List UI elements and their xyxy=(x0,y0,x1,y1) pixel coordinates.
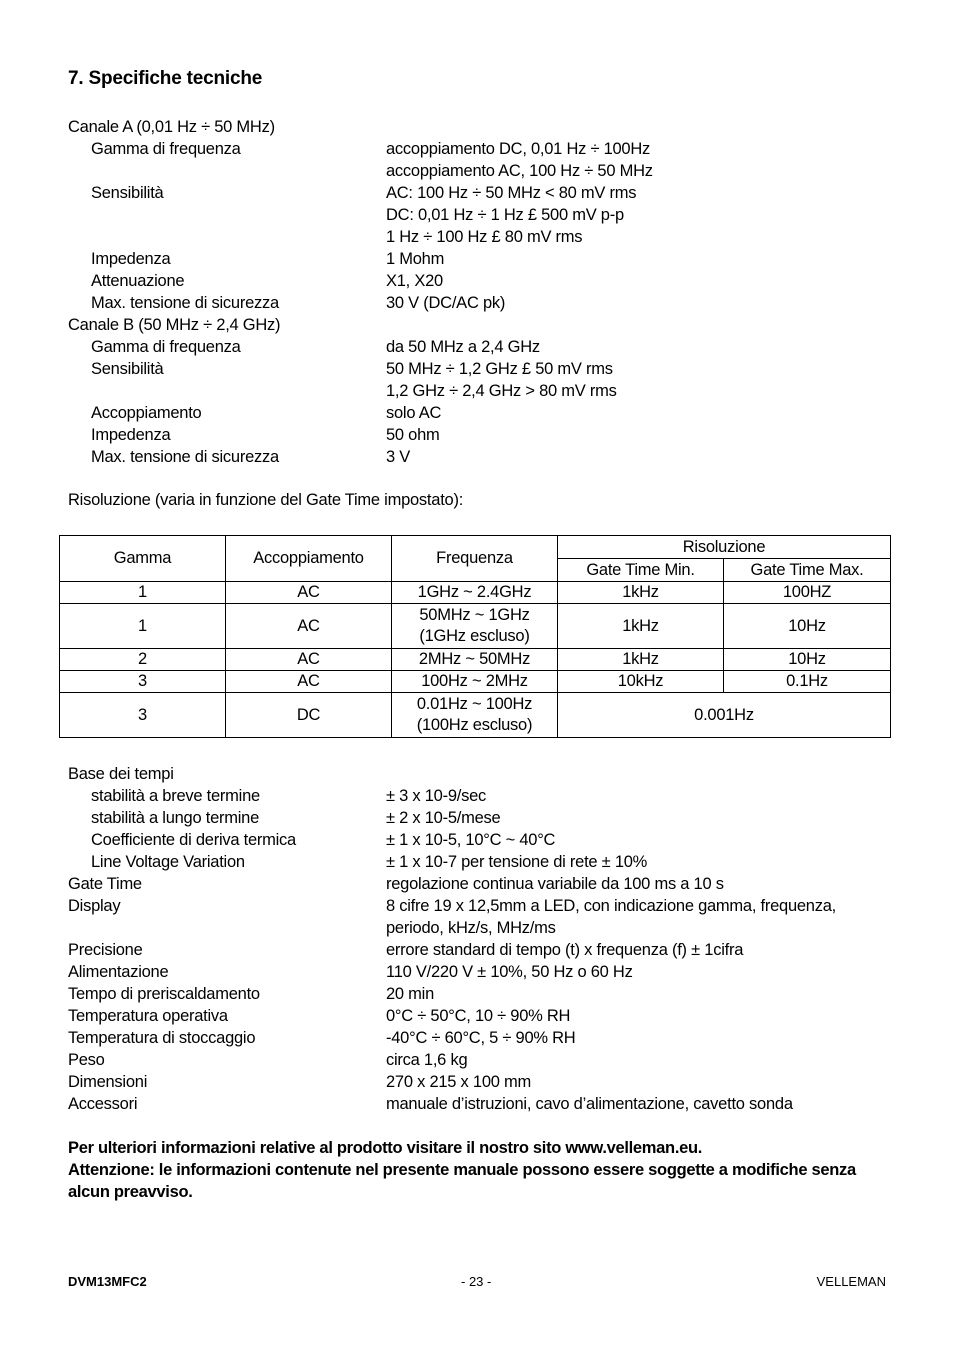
canale-a-title: Canale A (0,01 Hz ÷ 50 MHz) xyxy=(68,118,275,136)
spec-value: da 50 MHz a 2,4 GHz xyxy=(386,338,540,356)
header-gamma: Gamma xyxy=(60,536,226,582)
cell-gate-max: 100HZ xyxy=(724,582,891,604)
table-row xyxy=(60,582,891,604)
spec-label: Sensibilità xyxy=(91,184,164,202)
spec-label: Gate Time xyxy=(68,875,142,893)
spec-label: Attenuazione xyxy=(91,272,185,290)
cell-gate-min: 1kHz xyxy=(558,582,724,604)
spec-row xyxy=(68,1005,888,1027)
spec-row xyxy=(68,446,888,468)
canale-b-header xyxy=(68,314,888,336)
cell-gate-min: 1kHz xyxy=(558,604,724,649)
cell-accoppiamento: DC xyxy=(226,693,392,738)
spec-row xyxy=(68,873,888,895)
spec-row xyxy=(68,1071,888,1093)
canale-a-header xyxy=(68,116,888,138)
spec-value: solo AC xyxy=(386,404,442,422)
general-spec-list xyxy=(68,763,888,1115)
resolution-note: Risoluzione (varia in funzione del Gate Time impostato): xyxy=(68,491,464,509)
table-row xyxy=(60,649,891,671)
footer-page-number: - 23 - xyxy=(461,1274,492,1289)
spec-row xyxy=(68,424,888,446)
more-info-note: Per ulteriori informazioni relative al prodotto visitare il nostro sito www.velleman.eu. xyxy=(68,1139,703,1157)
spec-label: Max. tensione di sicurezza xyxy=(91,448,279,466)
cell-accoppiamento: AC xyxy=(226,671,392,693)
cell-frequenza: 1GHz ~ 2.4GHz xyxy=(392,582,558,604)
spec-value: X1, X20 xyxy=(386,272,443,290)
spec-value: accoppiamento DC, 0,01 Hz ÷ 100Hz xyxy=(386,140,651,158)
section-title: 7. Specifiche tecniche xyxy=(68,68,263,89)
spec-row xyxy=(68,226,888,248)
spec-value: 8 cifre 19 x 12,5mm a LED, con indicazione gamma, frequenza, xyxy=(386,897,836,915)
footer-model: DVM13MFC2 xyxy=(68,1274,147,1289)
spec-value: DC: 0,01 Hz ÷ 1 Hz £ 500 mV p-p xyxy=(386,206,624,224)
spec-value: regolazione continua variabile da 100 ms a 10 s xyxy=(386,875,724,893)
spec-row xyxy=(68,1049,888,1071)
cell-gamma: 2 xyxy=(60,649,226,671)
spec-value: accoppiamento AC, 100 Hz ÷ 50 MHz xyxy=(386,162,653,180)
header-accoppiamento: Accoppiamento xyxy=(226,536,392,582)
spec-label: Line Voltage Variation xyxy=(91,853,245,871)
spec-row xyxy=(68,785,888,807)
cell-gate-min: 1kHz xyxy=(558,649,724,671)
spec-value: 50 ohm xyxy=(386,426,440,444)
spec-value: manuale d’istruzioni, cavo d’alimentazione, cavetto sonda xyxy=(386,1095,793,1113)
spec-value: 50 MHz ÷ 1,2 GHz £ 50 mV rms xyxy=(386,360,613,378)
spec-row xyxy=(68,961,888,983)
spec-label: Impedenza xyxy=(91,250,171,268)
spec-row xyxy=(68,763,888,785)
spec-value: 1 Mohm xyxy=(386,250,445,268)
spec-row xyxy=(68,336,888,358)
table-row xyxy=(60,671,891,693)
spec-value: ± 2 x 10-5/mese xyxy=(386,809,501,827)
spec-value: 1,2 GHz ÷ 2,4 GHz > 80 mV rms xyxy=(386,382,617,400)
spec-row xyxy=(68,380,888,402)
spec-value: errore standard di tempo (t) x frequenza (f) ± 1cifra xyxy=(386,941,744,959)
spec-label: Impedenza xyxy=(91,426,171,444)
spec-label: stabilità a lungo termine xyxy=(91,809,260,827)
spec-label: Gamma di frequenza xyxy=(91,338,241,356)
spec-value: ± 1 x 10-5, 10°C ~ 40°C xyxy=(386,831,556,849)
spec-value: 0°C ÷ 50°C, 10 ÷ 90% RH xyxy=(386,1007,571,1025)
cell-gamma: 1 xyxy=(60,604,226,649)
spec-row xyxy=(68,1027,888,1049)
spec-row xyxy=(68,160,888,182)
cell-frequenza: 100Hz ~ 2MHz xyxy=(392,671,558,693)
spec-row xyxy=(68,917,888,939)
channel-spec-list xyxy=(68,116,888,468)
cell-frequenza-line1: 0.01Hz ~ 100Hz xyxy=(416,695,533,713)
spec-value: 270 x 215 x 100 mm xyxy=(386,1073,531,1091)
cell-gamma: 3 xyxy=(60,671,226,693)
spec-label: Sensibilità xyxy=(91,360,164,378)
final-notes xyxy=(68,1137,888,1203)
cell-accoppiamento: AC xyxy=(226,649,392,671)
spec-label: Temperatura di stoccaggio xyxy=(68,1029,256,1047)
cell-frequenza xyxy=(392,604,558,649)
spec-label: Peso xyxy=(68,1051,105,1069)
cell-accoppiamento: AC xyxy=(226,604,392,649)
spec-row xyxy=(68,182,888,204)
spec-row xyxy=(68,895,888,917)
spec-value: -40°C ÷ 60°C, 5 ÷ 90% RH xyxy=(386,1029,576,1047)
spec-row xyxy=(68,1093,888,1115)
table-header-row xyxy=(60,536,891,559)
spec-label: Accessori xyxy=(68,1095,138,1113)
canale-b-title: Canale B (50 MHz ÷ 2,4 GHz) xyxy=(68,316,281,334)
cell-gate-max: 10Hz xyxy=(724,649,891,671)
header-gate-max: Gate Time Max. xyxy=(724,559,891,582)
spec-row xyxy=(68,851,888,873)
spec-row xyxy=(68,270,888,292)
resolution-table xyxy=(59,535,891,738)
header-gate-min: Gate Time Min. xyxy=(558,559,724,582)
spec-row xyxy=(68,358,888,380)
spec-label: Temperatura operativa xyxy=(68,1007,228,1025)
spec-label: Coefficiente di deriva termica xyxy=(91,831,296,849)
cell-gate-max: 10Hz xyxy=(724,604,891,649)
spec-row xyxy=(68,138,888,160)
cell-gate-min: 10kHz xyxy=(558,671,724,693)
spec-value: 3 V xyxy=(386,448,411,466)
spec-label: Max. tensione di sicurezza xyxy=(91,294,279,312)
spec-row xyxy=(68,292,888,314)
spec-value: AC: 100 Hz ÷ 50 MHz < 80 mV rms xyxy=(386,184,637,202)
cell-gate-merged: 0.001Hz xyxy=(558,693,891,738)
spec-label: Precisione xyxy=(68,941,143,959)
spec-value: 30 V (DC/AC pk) xyxy=(386,294,506,312)
cell-frequenza: 2MHz ~ 50MHz xyxy=(392,649,558,671)
cell-frequenza-line2: (100Hz escluso) xyxy=(416,716,533,734)
spec-label: Dimensioni xyxy=(68,1073,148,1091)
spec-row xyxy=(68,807,888,829)
spec-row xyxy=(68,204,888,226)
spec-label: stabilità a breve termine xyxy=(91,787,260,805)
spec-value: ± 1 x 10-7 per tensione di rete ± 10% xyxy=(386,853,648,871)
spec-value: 110 V/220 V ± 10%, 50 Hz o 60 Hz xyxy=(386,963,633,981)
header-risoluzione: Risoluzione xyxy=(558,536,891,559)
spec-label: Alimentazione xyxy=(68,963,169,981)
spec-label: Accoppiamento xyxy=(91,404,202,422)
spec-label: Tempo di preriscaldamento xyxy=(68,985,260,1003)
table-row xyxy=(60,693,891,738)
table-row xyxy=(60,604,891,649)
cell-gamma: 1 xyxy=(60,582,226,604)
disclaimer-line2: alcun preavviso. xyxy=(68,1183,193,1201)
cell-accoppiamento: AC xyxy=(226,582,392,604)
spec-label: Gamma di frequenza xyxy=(91,140,241,158)
header-frequenza: Frequenza xyxy=(392,536,558,582)
cell-frequenza-line2: (1GHz escluso) xyxy=(419,627,530,645)
cell-gamma: 3 xyxy=(60,693,226,738)
spec-row xyxy=(68,983,888,1005)
spec-value: 20 min xyxy=(386,985,435,1003)
cell-gate-max: 0.1Hz xyxy=(724,671,891,693)
spec-row xyxy=(68,402,888,424)
spec-value: ± 3 x 10-9/sec xyxy=(386,787,487,805)
cell-frequenza xyxy=(392,693,558,738)
spec-row xyxy=(68,248,888,270)
disclaimer-line1: Attenzione: le informazioni contenute nel presente manuale possono essere soggette a modifiche senza xyxy=(68,1161,856,1179)
spec-label: Base dei tempi xyxy=(68,765,174,783)
spec-value: periodo, kHz/s, MHz/ms xyxy=(386,919,556,937)
cell-frequenza-line1: 50MHz ~ 1GHz xyxy=(419,606,530,624)
spec-value: circa 1,6 kg xyxy=(386,1051,468,1069)
footer-brand: VELLEMAN xyxy=(816,1274,886,1289)
spec-label: Display xyxy=(68,897,121,915)
spec-row xyxy=(68,829,888,851)
spec-value: 1 Hz ÷ 100 Hz £ 80 mV rms xyxy=(386,228,583,246)
spec-row xyxy=(68,939,888,961)
